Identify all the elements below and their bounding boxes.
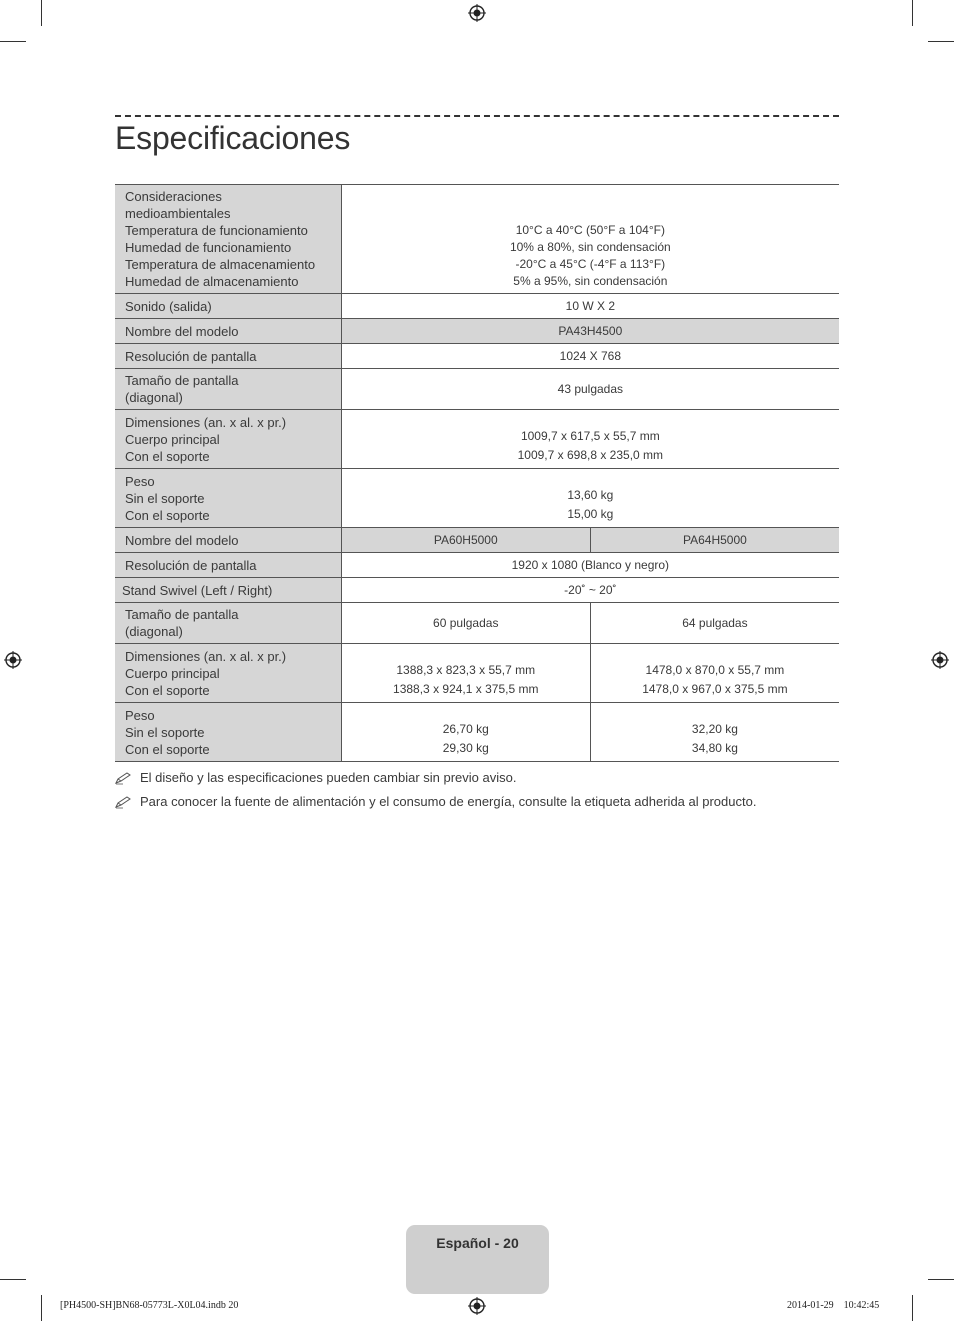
env-value-line: 10°C a 40°C (50°F a 104°F) <box>515 223 665 237</box>
row-label <box>115 469 341 528</box>
label-line: Con el soporte <box>125 448 210 464</box>
label-line: Peso <box>125 707 155 723</box>
table-row <box>115 369 839 410</box>
print-slug-right: 2014-01-29 10:42:45 <box>787 1300 880 1311</box>
page-title: Especificaciones <box>115 120 351 156</box>
crop-mark <box>41 1295 42 1321</box>
row-value <box>341 644 590 703</box>
crop-mark <box>0 1279 26 1280</box>
row-label <box>115 369 341 410</box>
label-line: Con el soporte <box>125 741 210 757</box>
row-value <box>341 469 839 528</box>
page-number-tab <box>406 1225 549 1294</box>
row-value: 1920 x 1080 (Blanco y negro) <box>341 553 839 578</box>
label-line: Sin el soporte <box>125 724 205 740</box>
label-line: Tamaño de pantalla <box>125 607 239 622</box>
table-row <box>115 344 839 369</box>
table-row <box>115 469 839 528</box>
label-line: Peso <box>125 473 155 489</box>
row-value: 64 pulgadas <box>590 603 839 644</box>
pencil-icon <box>115 770 140 785</box>
row-value <box>341 410 839 469</box>
row-value: 1024 X 768 <box>341 344 839 369</box>
value-line: 26,70 kg <box>442 722 489 736</box>
crop-mark <box>912 1295 913 1321</box>
registration-mark-icon <box>4 651 22 669</box>
registration-mark-icon <box>468 1297 486 1315</box>
row-value <box>341 185 839 294</box>
crop-mark <box>41 0 42 26</box>
label-line: Sin el soporte <box>125 490 205 506</box>
label-line: Tamaño de pantalla <box>125 373 239 388</box>
title-dashed-rule <box>115 115 839 117</box>
table-row <box>115 319 839 344</box>
crop-mark <box>0 41 26 42</box>
crop-mark <box>912 0 913 26</box>
env-label-line: Temperatura de funcionamiento <box>125 223 308 238</box>
table-row <box>115 644 839 703</box>
value-line: 1388,3 x 924,1 x 375,5 mm <box>393 682 539 696</box>
env-value-line: -20°C a 45°C (-4°F a 113°F) <box>515 257 666 271</box>
env-value-line: 5% a 95%, sin condensación <box>513 274 668 288</box>
notes-list <box>115 770 855 818</box>
page-number: Español - 20 <box>436 1235 519 1251</box>
label-line: (diagonal) <box>125 624 183 639</box>
crop-mark <box>928 41 954 42</box>
row-label: Nombre del modelo <box>115 319 341 344</box>
row-label: Nombre del modelo <box>115 528 341 553</box>
table-row <box>115 578 839 603</box>
env-value-line: 10% a 80%, sin condensación <box>509 240 671 254</box>
model-name-cell: PA43H4500 <box>341 319 839 344</box>
row-value: 10 W X 2 <box>341 294 839 319</box>
row-value: 60 pulgadas <box>341 603 590 644</box>
note-text: El diseño y las especificaciones pueden cambiar sin previo aviso. <box>140 770 517 785</box>
row-label: Sonido (salida) <box>115 294 341 319</box>
note-item <box>115 794 855 818</box>
row-label <box>115 603 341 644</box>
value-line: 1478,0 x 967,0 x 375,5 mm <box>642 682 788 696</box>
env-label-line: Humedad de funcionamiento <box>125 240 292 255</box>
env-label-line: Temperatura de almacenamiento <box>125 257 316 272</box>
table-row <box>115 410 839 469</box>
print-slug-left: [PH4500-SH]BN68-05773L-X0L04.indb 20 <box>60 1300 239 1311</box>
label-line: Cuerpo principal <box>125 431 220 447</box>
note-item <box>115 770 855 794</box>
label-line: Con el soporte <box>125 682 210 698</box>
value-line: 1388,3 x 823,3 x 55,7 mm <box>396 663 536 677</box>
table-row <box>115 528 839 553</box>
label-line: Dimensiones (an. x al. x pr.) <box>125 648 287 664</box>
row-label <box>115 410 341 469</box>
env-label-line: Humedad de almacenamiento <box>125 274 299 289</box>
row-label: Resolución de pantalla <box>115 344 341 369</box>
row-label: Stand Swivel (Left / Right) <box>115 578 341 603</box>
row-value <box>590 703 839 762</box>
value-line: 15,00 kg <box>567 507 614 521</box>
value-line: 1478,0 x 870,0 x 55,7 mm <box>645 663 785 677</box>
table-row <box>115 185 839 294</box>
row-value: -20˚ ~ 20˚ <box>341 578 839 603</box>
row-value: 43 pulgadas <box>341 369 839 410</box>
value-line: 1009,7 x 617,5 x 55,7 mm <box>520 429 660 443</box>
row-value <box>590 644 839 703</box>
row-label <box>115 644 341 703</box>
note-text: Para conocer la fuente de alimentación y el consumo de energía, consulte la etiqueta adherida al producto. <box>140 794 757 809</box>
row-value <box>341 703 590 762</box>
value-line: 13,60 kg <box>567 488 614 502</box>
label-line: Cuerpo principal <box>125 665 220 681</box>
table-row <box>115 553 839 578</box>
crop-mark <box>928 1279 954 1280</box>
registration-mark-icon <box>931 651 949 669</box>
model-name-cell: PA64H5000 <box>590 528 839 553</box>
label-line: Con el soporte <box>125 507 210 523</box>
row-label <box>115 703 341 762</box>
table-row <box>115 294 839 319</box>
registration-mark-icon <box>468 4 486 22</box>
table-row <box>115 603 839 644</box>
value-line: 1009,7 x 698,8 x 235,0 mm <box>517 448 664 462</box>
row-label: Resolución de pantalla <box>115 553 341 578</box>
value-line: 32,20 kg <box>691 722 738 736</box>
pencil-icon <box>115 794 140 809</box>
value-line: 34,80 kg <box>691 741 738 755</box>
env-label-line: Consideraciones medioambientales <box>125 189 231 221</box>
model-name-cell: PA60H5000 <box>341 528 590 553</box>
specifications-table <box>115 184 839 762</box>
label-line: (diagonal) <box>125 390 183 405</box>
value-line: 29,30 kg <box>442 741 489 755</box>
label-line: Dimensiones (an. x al. x pr.) <box>125 414 287 430</box>
table-row <box>115 703 839 762</box>
row-label <box>115 185 341 294</box>
